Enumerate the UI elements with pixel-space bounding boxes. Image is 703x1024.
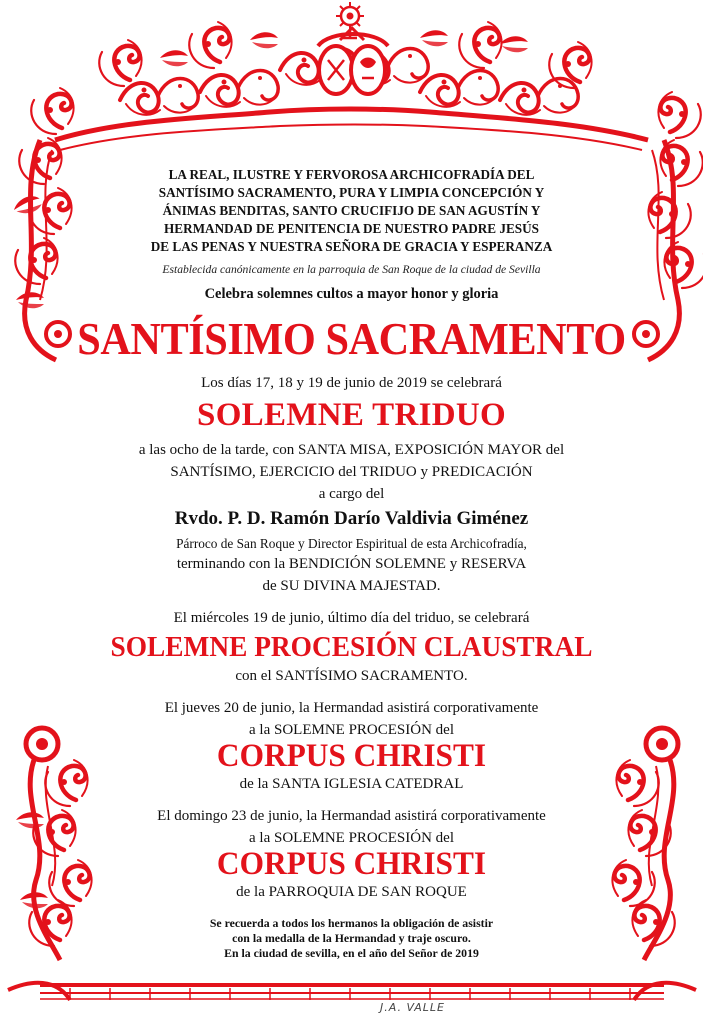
main-title: SANTÍSIMO SACRAMENTO [77, 313, 626, 364]
header-line-1: LA REAL, ILUSTRE Y FERVOROSA ARCHICOFRADÍA DEL [168, 167, 535, 182]
artist-signature: J.A. VALLE [380, 1001, 445, 1014]
bottom-base [40, 985, 664, 1000]
established-line: Establecida canónicamente en la parroquia de San Roque de la ciudad de Sevilla [162, 263, 541, 276]
footer-line-1: Se recuerda a todos los hermanos la obligación de asistir [209, 916, 494, 930]
intro-line: Celebra solemnes cultos a mayor honor y gloria [204, 286, 499, 302]
corpus2-after: de la PARROQUIA DE SAN ROQUE [236, 884, 467, 900]
triduo-line-3: a cargo del [318, 486, 385, 502]
triduo-line-1: a las ocho de la tarde, con SANTA MISA, EXPOSICIÓN MAYOR del [138, 442, 565, 458]
triduo-line-4: terminando con la BENDICIÓN SOLEMNE y RESERVA [176, 556, 527, 572]
header-line-5: DE LAS PENAS Y NUESTRA SEÑORA DE GRACIA Y ESPERANZA [150, 239, 553, 254]
header-line-2: SANTÍSIMO SACRAMENTO, PURA Y LIMPIA CONCEPCIÓN Y [158, 185, 545, 200]
triduo-line-2: SANTÍSIMO, EJERCICIO del TRIDUO y PREDICACIÓN [170, 464, 533, 480]
corpus1-intro-1: El jueves 20 de junio, la Hermandad asistirá corporativamente [164, 700, 539, 716]
shield-right-icon [351, 46, 385, 94]
corpus1-title: CORPUS CHRISTI [216, 738, 487, 774]
corpus1-intro-2: a la SOLEMNE PROCESIÓN del [249, 722, 454, 738]
triduo-title: SOLEMNE TRIDUO [197, 397, 506, 433]
procession-title: SOLEMNE PROCESIÓN CLAUSTRAL [110, 632, 593, 663]
triduo-line-5: de SU DIVINA MAJESTAD. [262, 578, 441, 594]
header-line-3: ÁNIMAS BENDITAS, SANTO CRUCIFIJO DE SAN AGUSTÍN Y [162, 203, 541, 218]
procession-intro: El miércoles 19 de junio, último día del triduo, se celebrará [173, 610, 530, 626]
corpus2-intro-2: a la SOLEMNE PROCESIÓN del [249, 830, 454, 846]
corpus2-title: CORPUS CHRISTI [216, 846, 487, 882]
preacher-name: Rvdo. P. D. Ramón Darío Valdivia Giménez [174, 508, 529, 529]
corpus1-after: de la SANTA IGLESIA CATEDRAL [239, 776, 464, 792]
triduo-dates: Los días 17, 18 y 19 de junio de 2019 se celebrará [201, 375, 502, 391]
top-crest [55, 2, 648, 150]
corpus2-intro-1: El domingo 23 de junio, la Hermandad asistirá corporativamente [157, 808, 546, 824]
preacher-role: Párroco de San Roque y Director Espiritual de esta Archicofradía, [176, 536, 527, 551]
header-line-4: HERMANDAD DE PENITENCIA DE NUESTRO PADRE JESÚS [164, 221, 539, 236]
footer-line-3: En la ciudad de sevilla, en el año del Señor de 2019 [224, 946, 479, 960]
footer-line-2: con la medalla de la Hermandad y traje oscuro. [232, 931, 471, 945]
procession-after: con el SANTÍSIMO SACRAMENTO. [235, 668, 468, 684]
